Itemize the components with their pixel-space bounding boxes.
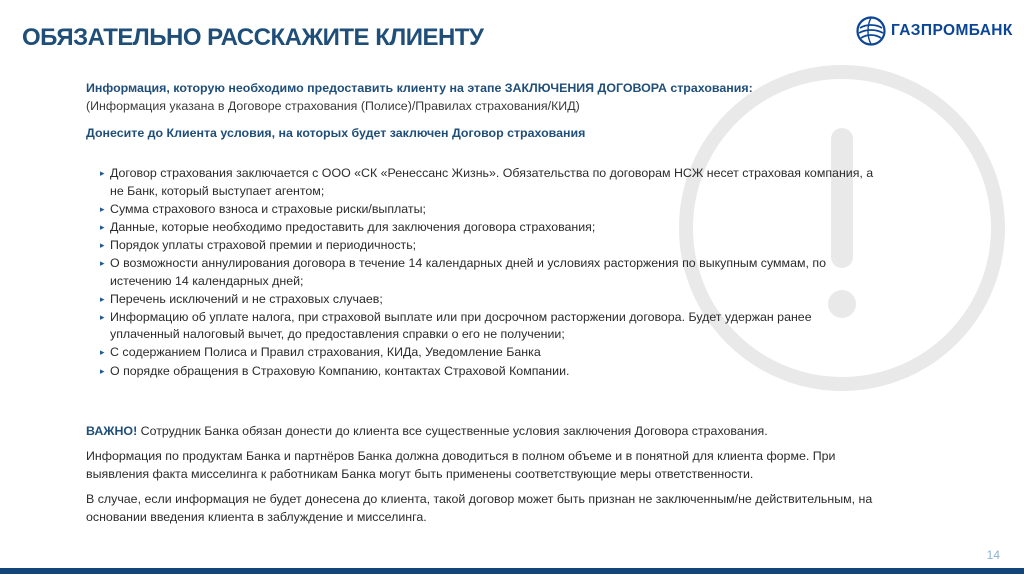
list-item: ▸ Информацию об уплате налога, при страховой выплате или при досрочном расторжении договора. Будет удержан ранее уплаченный налоговый вычет, до предоставления справки о его не получении;: [100, 309, 880, 344]
list-item: ▸ О порядке обращения в Страховую Компанию, контактах Страховой Компании.: [100, 363, 880, 381]
important-label: ВАЖНО!: [86, 424, 138, 438]
list-item: ▸ С содержанием Полиса и Правил страхования, КИДа, Уведомление Банка: [100, 344, 880, 362]
important-text: Сотрудник Банка обязан донести до клиента все существенные условия заключения Договора страхования.: [137, 424, 768, 438]
bottom-bar: [0, 568, 1024, 574]
invalid-contract-note: В случае, если информация не будет донесена до клиента, такой договор может быть признан не заключенным/не действительным, на основании введения клиента в заблуждение и мисселинга.: [86, 492, 873, 524]
list-item: ▸ Данные, которые необходимо предоставить для заключения договора страхования;: [100, 219, 880, 237]
intro-source-note: (Информация указана в Договоре страхования (Полисе)/Правилах страхования/КИД): [86, 98, 580, 113]
list-item: ▸ О возможности аннулирования договора в течение 14 календарных дней и условиях расторжения по выкупным суммам, по истечению 14 календарных дней;: [100, 255, 880, 290]
intro-subheading: Донесите до Клиента условия, на которых будет заключен Договор страхования: [86, 126, 586, 141]
conditions-list: [100, 165, 880, 381]
intro-block: [86, 80, 876, 143]
page-number: 14: [986, 548, 1000, 562]
intro-heading: Информация, которую необходимо предоставить клиенту на этапе ЗАКЛЮЧЕНИЯ ДОГОВОРА страхования:: [86, 81, 753, 95]
logo-text: ГАЗПРОМБАНК: [891, 22, 1013, 39]
slide-title: ОБЯЗАТЕЛЬНО РАССКАЖИТЕ КЛИЕНТУ: [22, 24, 484, 51]
list-item: ▸ Сумма страхового взноса и страховые риски/выплаты;: [100, 201, 880, 219]
gazprombank-sphere-icon: [856, 16, 886, 46]
notes-block: [86, 422, 876, 533]
gazprombank-logo: [856, 14, 1013, 48]
important-note: [86, 422, 876, 440]
list-item: ▸ Порядок уплаты страховой премии и периодичность;: [100, 237, 880, 255]
misselling-note: Информация по продуктам Банка и партнёров Банка должна доводиться в полном объеме и в понятной для клиента форме. При выявления факта мисселинга к работникам Банка могут быть применены соответствующие меры ответственности.: [86, 449, 836, 481]
list-item: ▸ Договор страхования заключается с ООО «СК «Ренессанс Жизнь». Обязательства по договорам НСЖ несет страховая компания, а не Банк, который выступает агентом;: [100, 165, 880, 200]
list-item: ▸ Перечень исключений и не страховых случаев;: [100, 291, 880, 309]
